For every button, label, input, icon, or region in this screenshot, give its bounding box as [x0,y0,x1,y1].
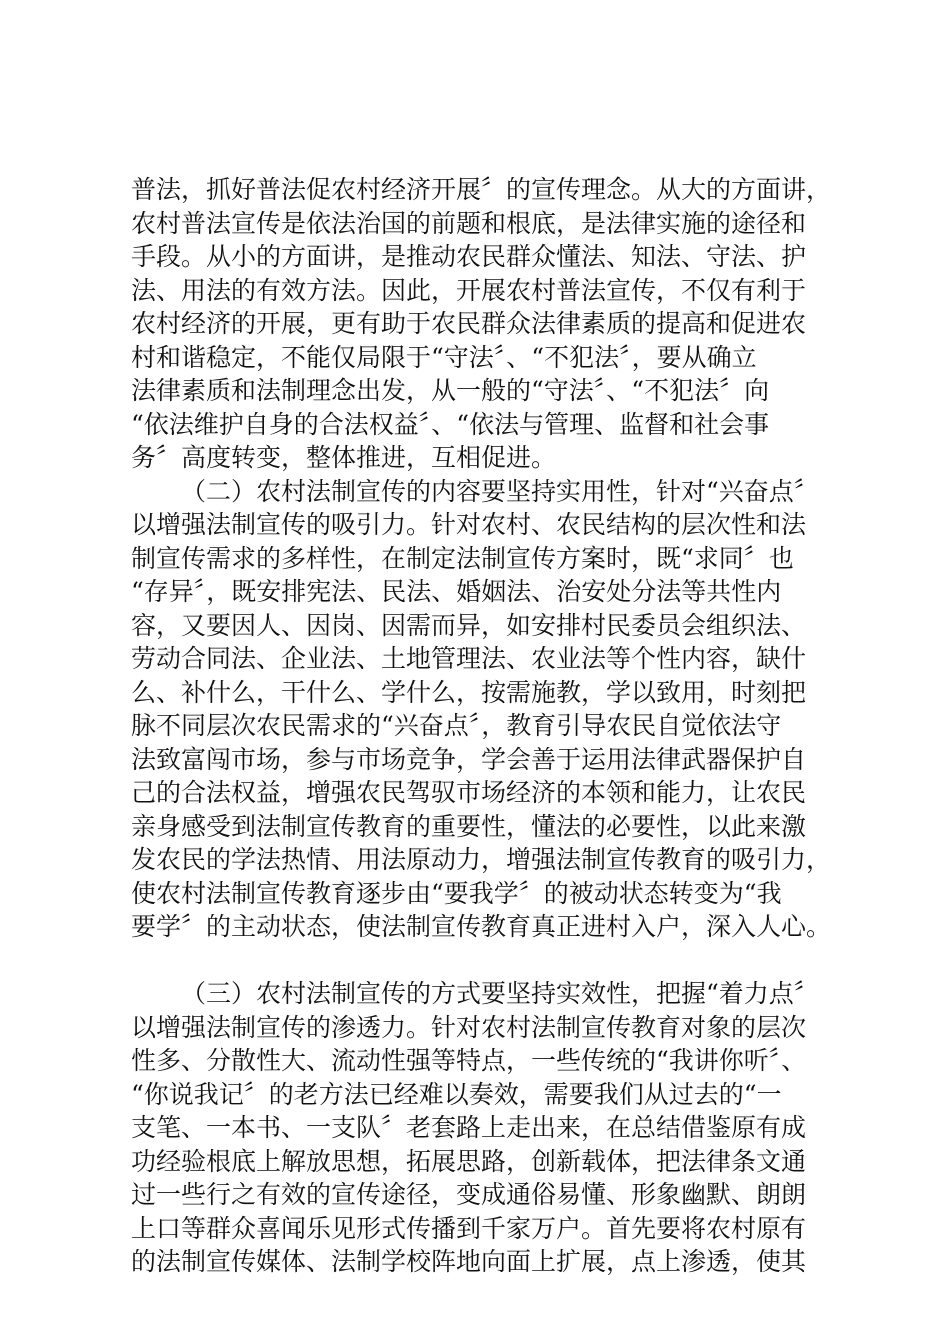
paragraph-2-line-13: 使农村法制宣传教育逐步由“要我学〞的被动状态转变为“我 [131,879,782,908]
paragraph-2-line-2: 以增强法制宣传的吸引力。针对农村、农民结构的层次性和法 [131,510,807,539]
paragraph-3-line-8: 上口等群众喜闻乐见形式传播到千家万户。首先要将农村原有 [131,1214,807,1243]
paragraph-3-line-5: 支笔、一本书、一支队〞老套路上走出来，在总结借鉴原有成 [131,1113,807,1142]
paragraph-1-line-6: 村和谐稳定，不能仅局限于“守法〞、“不犯法〞，要从确立 [131,343,757,372]
paragraph-3-line-1: （三）农村法制宣传的方式要坚持实效性，把握“着力点〞 [181,979,819,1008]
paragraph-1-line-3: 手段。从小的方面讲，是推动农民群众懂法、知法、守法、护 [131,242,807,271]
paragraph-1-line-5: 农村经济的开展，更有助于农民群众法律素质的提高和促进农 [131,309,807,338]
paragraph-2-line-8: 脉不同层次农民需求的“兴奋点〞，教育引导农民自觉依法守 [131,711,782,740]
paragraph-3-line-7: 过一些行之有效的宣传途径，变成通俗易懂、形象幽默、朗朗 [131,1180,807,1209]
paragraph-2-line-5: 容，又要因人、因岗、因需而异，如安排村民委员会组织法、 [131,611,807,640]
paragraph-1-line-2: 农村普法宣传是依法治国的前题和根底，是法律实施的途径和 [131,209,807,238]
paragraph-2-line-9: 法致富闯市场，参与市场竞争，学会善于运用法律武器保护自 [131,745,807,774]
paragraph-2-line-4: “存异〞，既安排宪法、民法、婚姻法、治安处分法等共性内 [131,577,782,606]
paragraph-3-line-4: “你说我记〞的老方法已经难以奏效，需要我们从过去的“一 [131,1080,782,1109]
paragraph-2-line-1: （二）农村法制宣传的内容要坚持实用性，针对“兴奋点〞 [181,477,819,506]
paragraph-2-line-11: 亲身感受到法制宣传教育的重要性，懂法的必要性，以此来激 [131,812,807,841]
paragraph-2-line-14: 要学〞的主动状态，使法制宣传教育真正进村入户，深入人心。 [131,912,832,941]
paragraph-2-line-10: 己的合法权益，增强农民驾驭市场经济的本领和能力，让农民 [131,778,807,807]
paragraph-2-line-12: 发农民的学法热情、用法原动力，增强法制宣传教育的吸引力， [131,845,832,874]
paragraph-3-line-6: 功经验根底上解放思想，拓展思路，创新载体，把法律条文通 [131,1147,807,1176]
paragraph-1-line-9: 务〞高度转变，整体推进，互相促进。 [131,443,557,472]
paragraph-2-line-7: 么、补什么，干什么、学什么，按需施教，学以致用，时刻把 [131,678,807,707]
paragraph-1-line-8: “依法维护自身的合法权益〞、“依法与管理、监督和社会事 [131,410,770,439]
paragraph-2-line-3: 制宣传需求的多样性，在制定法制宣传方案时，既“求同〞也 [131,544,794,573]
paragraph-2-line-6: 劳动合同法、企业法、土地管理法、农业法等个性内容，缺什 [131,644,807,673]
paragraph-3-line-2: 以增强法制宣传的渗透力。针对农村法制宣传教育对象的层次 [131,1013,807,1042]
paragraph-1-line-4: 法、用法的有效方法。因此，开展农村普法宣传，不仅有利于 [131,276,807,305]
paragraph-3-line-3: 性多、分散性大、流动性强等特点，一些传统的“我讲你听〞、 [131,1046,807,1075]
paragraph-3-line-9: 的法制宣传媒体、法制学校阵地向面上扩展，点上渗透，使其 [131,1247,807,1276]
paragraph-1-line-1: 普法，抓好普法促农村经济开展〞的宣传理念。从大的方面讲， [131,175,832,204]
paragraph-1-line-7: 法律素质和法制理念出发，从一般的“守法〞、“不犯法〞向 [131,376,770,405]
